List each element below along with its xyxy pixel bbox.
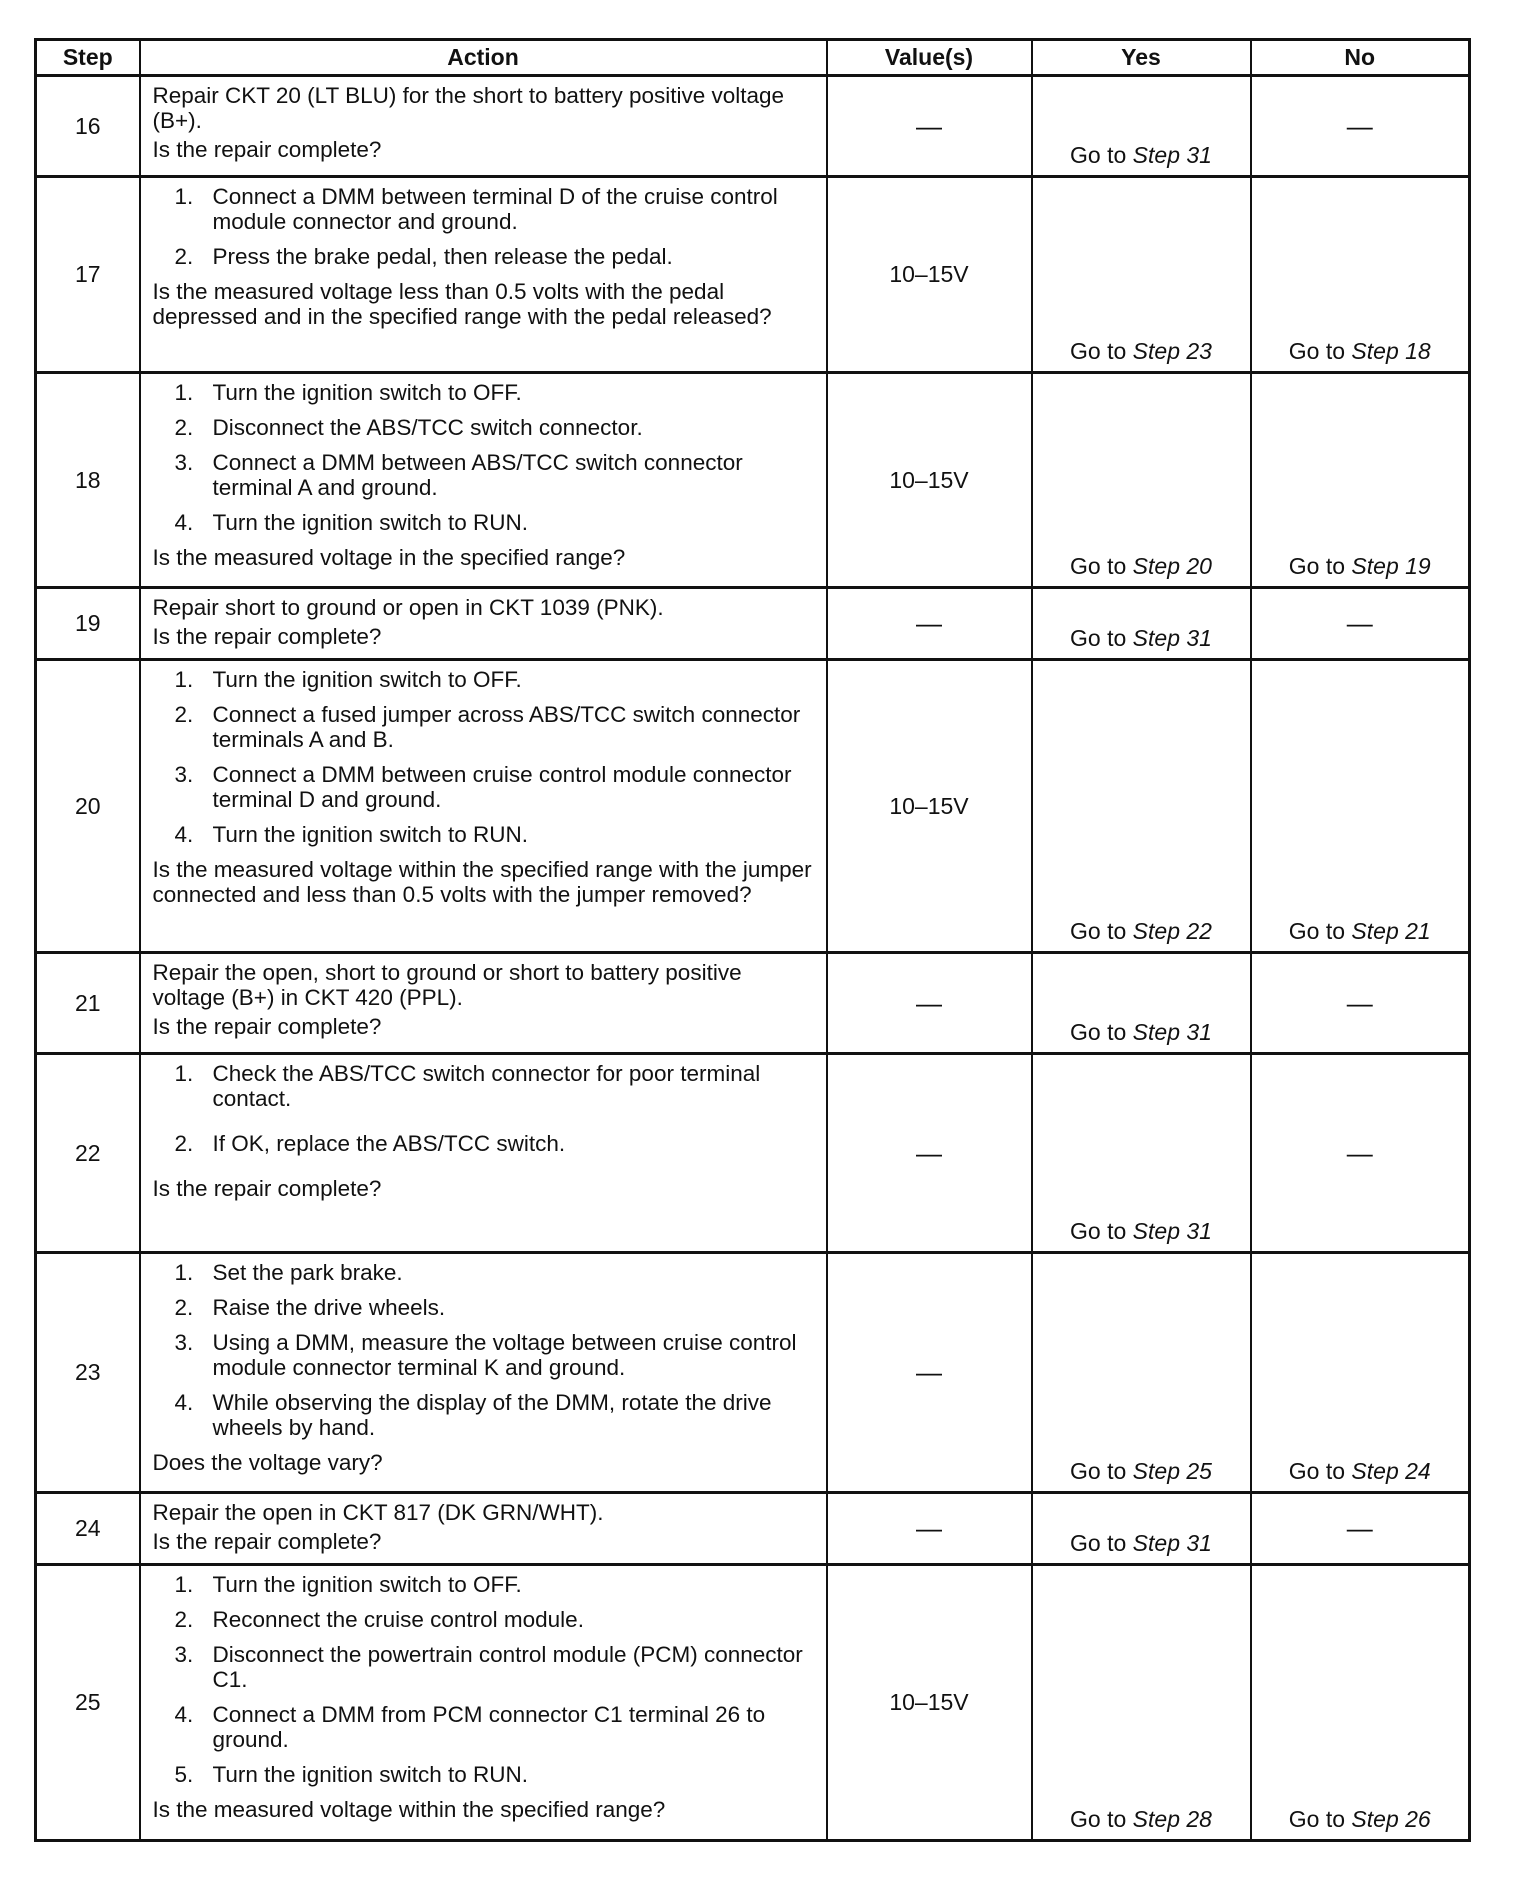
value-cell: 10–15V	[827, 373, 1032, 588]
no-cell: —	[1251, 1493, 1470, 1565]
step-number: 23	[36, 1253, 140, 1493]
yes-cell: Go to Step 22	[1032, 660, 1251, 953]
step-reference: Step 21	[1351, 918, 1431, 944]
yes-cell: Go to Step 31	[1032, 76, 1251, 177]
step-reference: Step 28	[1132, 1806, 1212, 1832]
no-cell: —	[1251, 76, 1470, 177]
value-cell: —	[827, 76, 1032, 177]
table-row	[36, 1253, 1470, 1493]
list-item: 3. Connect a DMM between cruise control module connector terminal D and ground.	[174, 762, 792, 812]
header-action: Action	[140, 40, 827, 76]
action-cell	[140, 1054, 827, 1253]
step-number: 20	[36, 660, 140, 953]
step-reference: Step 31	[1132, 625, 1212, 651]
list-item: 2. If OK, replace the ABS/TCC switch.	[174, 1131, 566, 1156]
action-text: Repair short to ground or open in CKT 1039 (PNK).	[152, 595, 664, 620]
action-cell	[140, 660, 827, 953]
yes-cell: Go to Step 28	[1032, 1565, 1251, 1841]
value-cell: —	[827, 1054, 1032, 1253]
step-reference: Step 31	[1132, 1530, 1212, 1556]
action-question: Is the measured voltage within the specified range with the jumper connected and less than 0.5 volts with the jumper removed?	[152, 857, 812, 907]
no-cell: —	[1251, 1054, 1470, 1253]
action-cell	[140, 953, 827, 1054]
step-reference: Step 31	[1132, 1218, 1212, 1244]
value-cell: —	[827, 588, 1032, 660]
table-row	[36, 660, 1470, 953]
step-reference: Step 31	[1132, 142, 1212, 168]
list-item: 1. Turn the ignition switch to OFF.	[174, 380, 522, 405]
action-steps	[153, 380, 816, 535]
table-row	[36, 953, 1470, 1054]
table-row	[36, 588, 1470, 660]
list-item: 4. Turn the ignition switch to RUN.	[174, 510, 529, 535]
step-number: 16	[36, 76, 140, 177]
yes-cell: Go to Step 31	[1032, 1493, 1251, 1565]
step-number: 21	[36, 953, 140, 1054]
table-row	[36, 177, 1470, 373]
header-values: Value(s)	[827, 40, 1032, 76]
list-item: 2. Connect a fused jumper across ABS/TCC switch connector terminals A and B.	[174, 702, 801, 752]
no-cell: Go to Step 21	[1251, 660, 1470, 953]
no-cell: Go to Step 26	[1251, 1565, 1470, 1841]
action-steps	[153, 184, 816, 269]
step-number: 22	[36, 1054, 140, 1253]
list-item: 1. Turn the ignition switch to OFF.	[174, 667, 522, 692]
action-question: Is the repair complete?	[152, 1176, 382, 1201]
action-text: Repair the open in CKT 817 (DK GRN/WHT).	[152, 1500, 604, 1525]
action-question: Is the repair complete?	[152, 137, 382, 162]
list-item: 4. Connect a DMM from PCM connector C1 terminal 26 to ground.	[174, 1702, 766, 1752]
list-item: 1. Set the park brake.	[174, 1260, 403, 1285]
diagnostic-table	[34, 38, 1471, 1842]
action-question: Is the repair complete?	[152, 1014, 382, 1039]
yes-cell: Go to Step 20	[1032, 373, 1251, 588]
step-number: 17	[36, 177, 140, 373]
header-yes: Yes	[1032, 40, 1251, 76]
no-cell: Go to Step 24	[1251, 1253, 1470, 1493]
step-reference: Step 24	[1351, 1458, 1431, 1484]
action-cell	[140, 1493, 827, 1565]
step-reference: Step 20	[1132, 553, 1212, 579]
step-number: 25	[36, 1565, 140, 1841]
value-cell: —	[827, 1493, 1032, 1565]
step-reference: Step 25	[1132, 1458, 1212, 1484]
table-row	[36, 1565, 1470, 1841]
action-steps	[153, 1572, 816, 1787]
action-text: Repair the open, short to ground or short to battery positive voltage (B+) in CKT 420 (PPL).	[152, 960, 742, 1010]
no-cell: Go to Step 18	[1251, 177, 1470, 373]
action-text: Repair CKT 20 (LT BLU) for the short to battery positive voltage (B+).	[152, 83, 785, 133]
no-cell: Go to Step 19	[1251, 373, 1470, 588]
action-question: Does the voltage vary?	[152, 1450, 383, 1475]
list-item: 4. While observing the display of the DMM, rotate the drive wheels by hand.	[174, 1390, 772, 1440]
list-item: 4. Turn the ignition switch to RUN.	[174, 822, 529, 847]
list-item: 1. Connect a DMM between terminal D of the cruise control module connector and ground.	[174, 184, 778, 234]
yes-cell: Go to Step 31	[1032, 953, 1251, 1054]
table-header-row	[36, 40, 1470, 76]
no-cell: —	[1251, 588, 1470, 660]
value-cell: 10–15V	[827, 1565, 1032, 1841]
list-item: 2. Reconnect the cruise control module.	[174, 1607, 584, 1632]
step-number: 24	[36, 1493, 140, 1565]
step-reference: Step 23	[1132, 338, 1212, 364]
list-item: 2. Press the brake pedal, then release the pedal.	[174, 244, 673, 269]
action-question: Is the measured voltage less than 0.5 volts with the pedal depressed and in the specified range with the pedal released?	[152, 279, 772, 329]
diagnostic-page	[34, 38, 1468, 1840]
table-row	[36, 373, 1470, 588]
list-item: 3. Connect a DMM between ABS/TCC switch connector terminal A and ground.	[174, 450, 743, 500]
step-reference: Step 26	[1351, 1806, 1431, 1832]
yes-cell: Go to Step 23	[1032, 177, 1251, 373]
no-cell: —	[1251, 953, 1470, 1054]
action-question: Is the measured voltage within the specified range?	[152, 1797, 666, 1822]
list-item: 5. Turn the ignition switch to RUN.	[174, 1762, 529, 1787]
list-item: 2. Raise the drive wheels.	[174, 1295, 446, 1320]
step-reference: Step 18	[1351, 338, 1431, 364]
table-row	[36, 1054, 1470, 1253]
yes-cell: Go to Step 31	[1032, 1054, 1251, 1253]
step-reference: Step 19	[1351, 553, 1431, 579]
action-steps	[153, 667, 816, 847]
action-cell	[140, 373, 827, 588]
step-number: 19	[36, 588, 140, 660]
step-reference: Step 31	[1132, 1019, 1212, 1045]
action-question: Is the repair complete?	[152, 1529, 382, 1554]
action-cell	[140, 177, 827, 373]
list-item: 1. Check the ABS/TCC switch connector for poor terminal contact.	[174, 1061, 761, 1111]
step-reference: Step 22	[1132, 918, 1212, 944]
action-question: Is the measured voltage in the specified range?	[152, 545, 626, 570]
yes-cell: Go to Step 25	[1032, 1253, 1251, 1493]
value-cell: —	[827, 1253, 1032, 1493]
list-item: 2. Disconnect the ABS/TCC switch connector.	[174, 415, 643, 440]
step-number: 18	[36, 373, 140, 588]
table-row	[36, 1493, 1470, 1565]
value-cell: 10–15V	[827, 177, 1032, 373]
action-cell	[140, 1565, 827, 1841]
list-item: 3. Disconnect the powertrain control module (PCM) connector C1.	[174, 1642, 803, 1692]
value-cell: 10–15V	[827, 660, 1032, 953]
header-step: Step	[36, 40, 140, 76]
list-item: 1. Turn the ignition switch to OFF.	[174, 1572, 522, 1597]
yes-cell: Go to Step 31	[1032, 588, 1251, 660]
value-cell: —	[827, 953, 1032, 1054]
action-cell	[140, 1253, 827, 1493]
action-steps	[153, 1061, 816, 1156]
action-cell	[140, 588, 827, 660]
header-no: No	[1251, 40, 1470, 76]
action-question: Is the repair complete?	[152, 624, 382, 649]
table-row	[36, 76, 1470, 177]
list-item: 3. Using a DMM, measure the voltage between cruise control module connector terminal K and ground.	[174, 1330, 797, 1380]
action-steps	[153, 1260, 816, 1440]
action-cell	[140, 76, 827, 177]
